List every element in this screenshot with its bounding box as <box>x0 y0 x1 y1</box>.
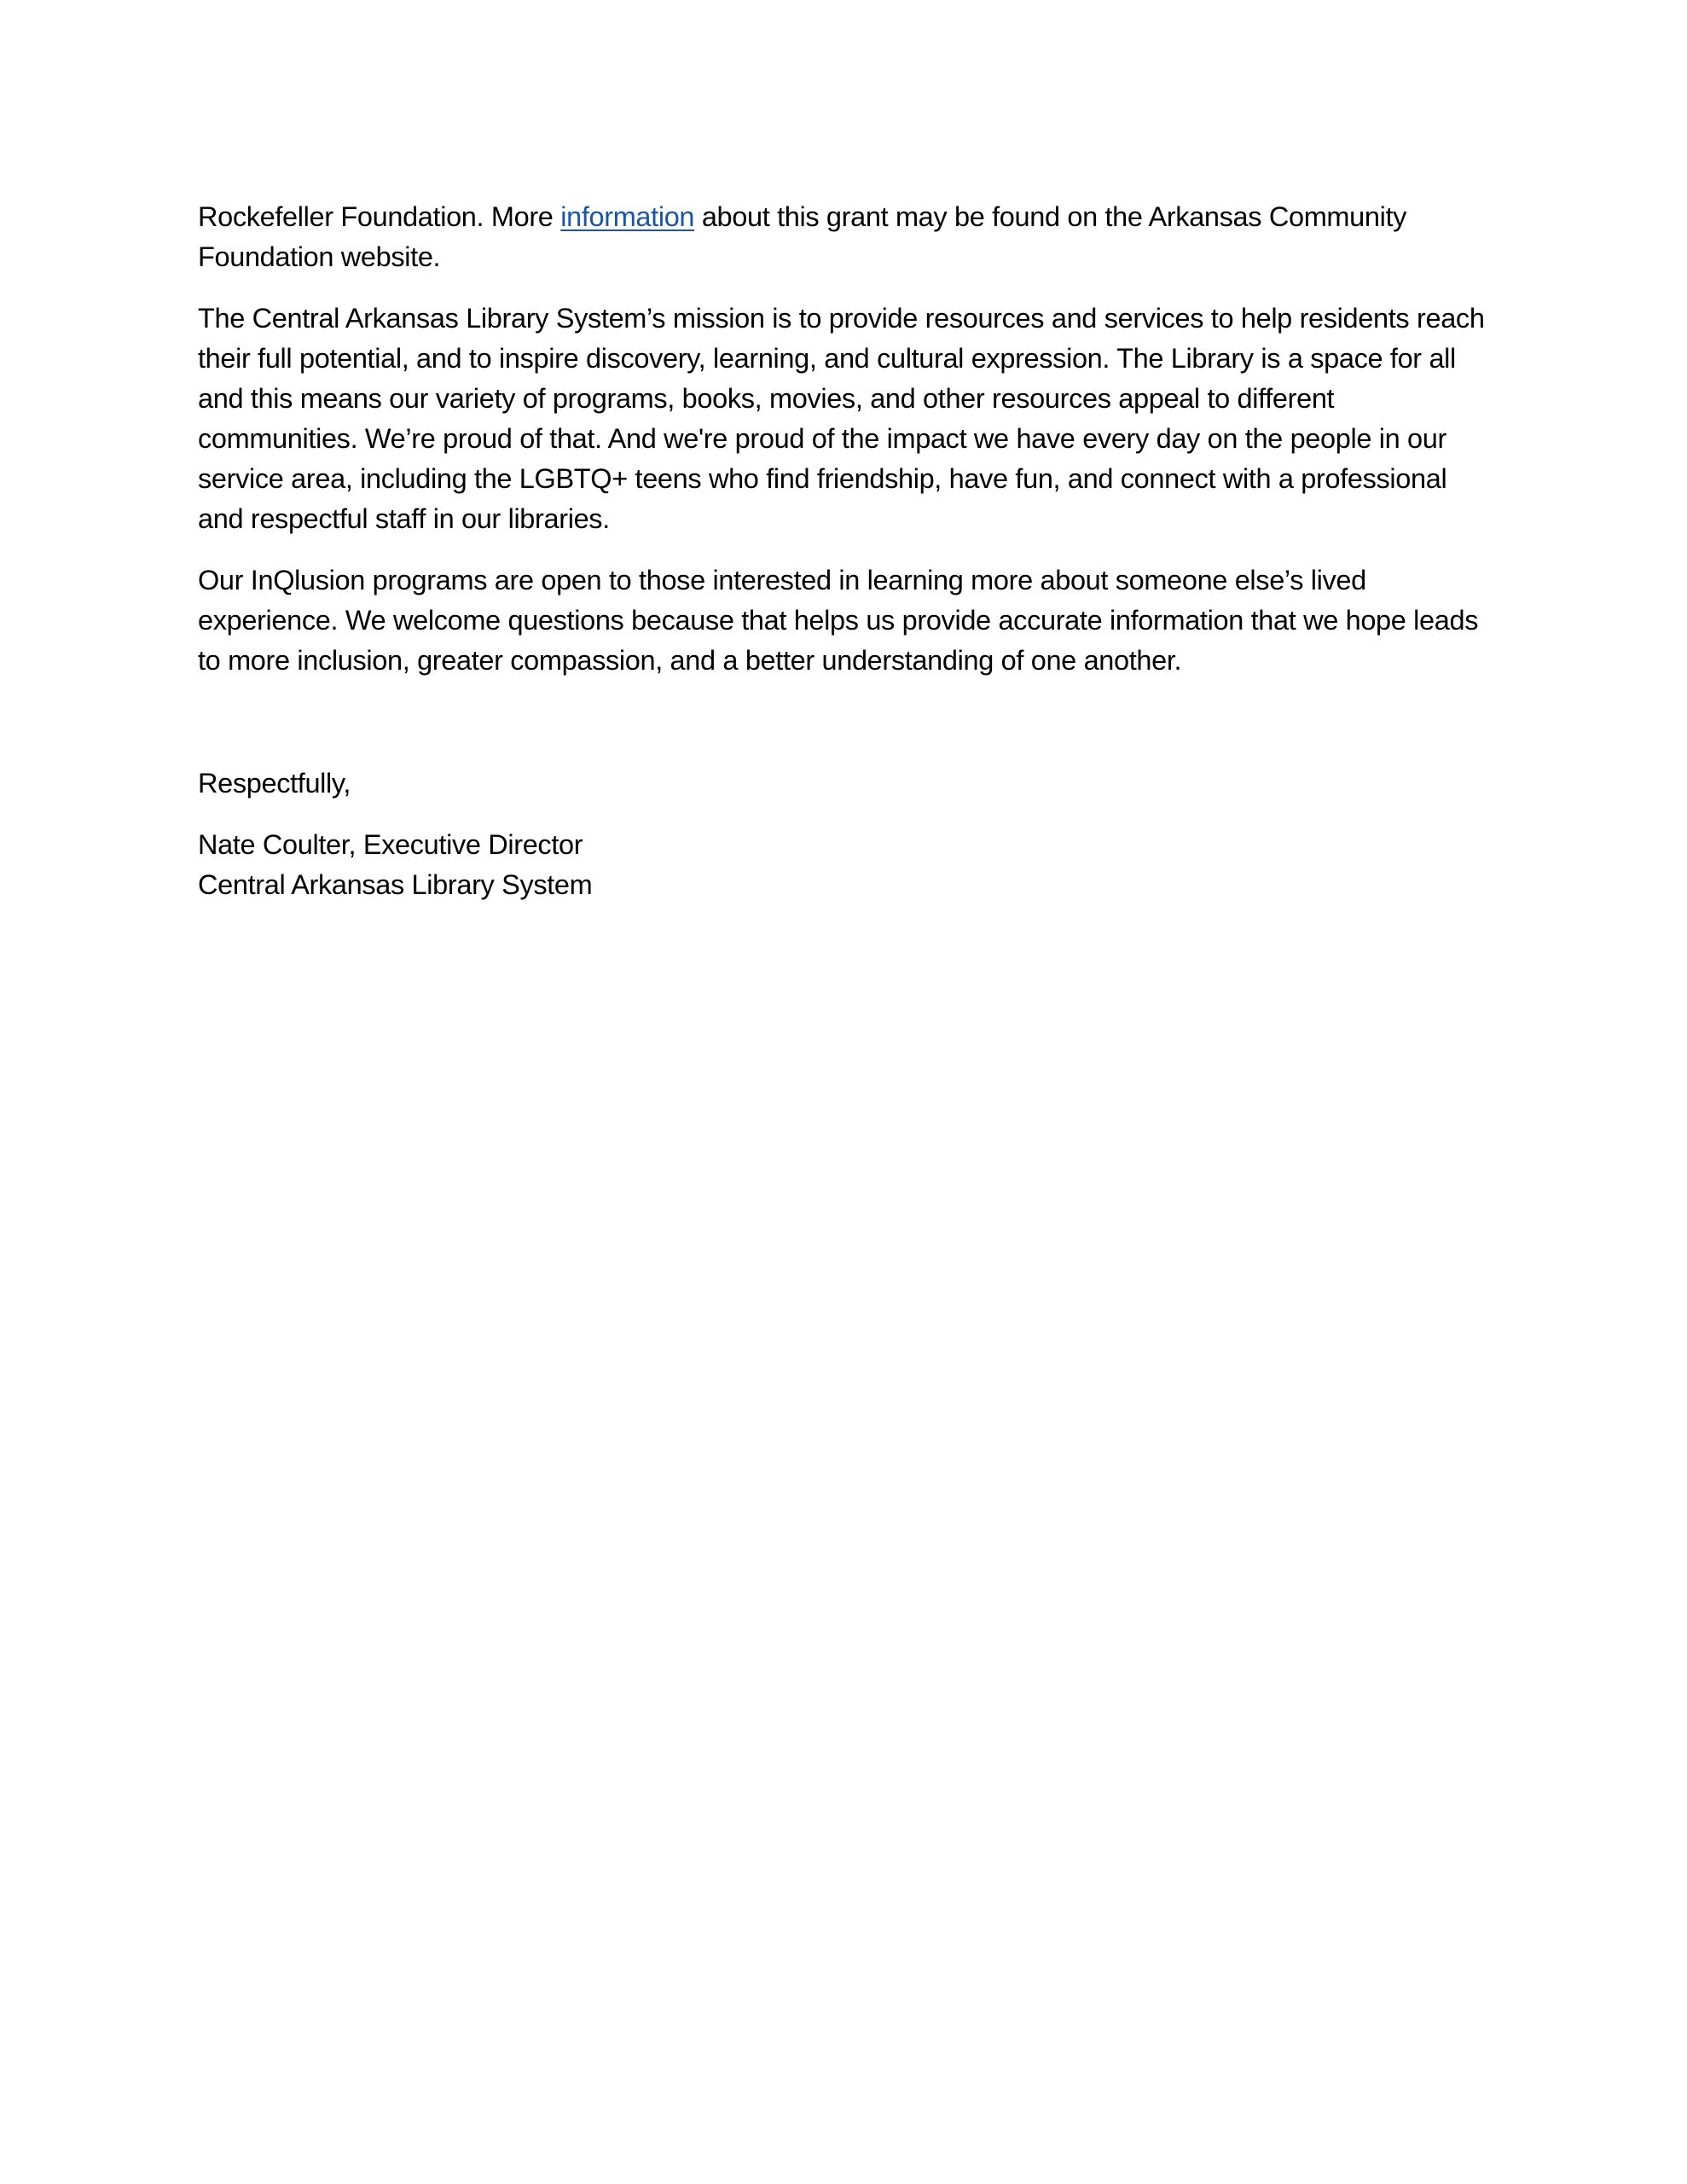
signature-organization: Central Arkansas Library System <box>198 869 593 900</box>
information-link[interactable]: information <box>560 201 695 232</box>
closing-spacer <box>198 702 1494 764</box>
paragraph-grant-info <box>198 197 1494 277</box>
paragraph-mission: The Central Arkansas Library System’s mission is to provide resources and services to help residents reach their full potential, and to inspire discovery, learning, and cultural expression. The Library is a space for all and this means our variety of programs, books, movies, and other resources appeal to different communities. We’re proud of that. And we're proud of the impact we have every day on the people in our service area, including the LGBTQ+ teens who find friendship, have fun, and connect with a professional and respectful staff in our libraries. <box>198 303 1485 534</box>
paragraph-inqlusion: Our InQlusion programs are open to those interested in learning more about someone else’s lived experience. We welcome questions because that helps us provide accurate information that we hope leads to more inclusion, greater compassion, and a better understanding of one another. <box>198 565 1479 676</box>
paragraph-grant-info-lead: Rockefeller Foundation. More <box>198 201 561 232</box>
signature-name: Nate Coulter, Executive Director <box>198 829 583 860</box>
paragraph-grant-info-tail: about this grant may be found on the Arkansas Community Foundation website. <box>198 201 1407 272</box>
closing-line: Respectfully, <box>198 768 351 799</box>
letter-body <box>198 197 1494 905</box>
